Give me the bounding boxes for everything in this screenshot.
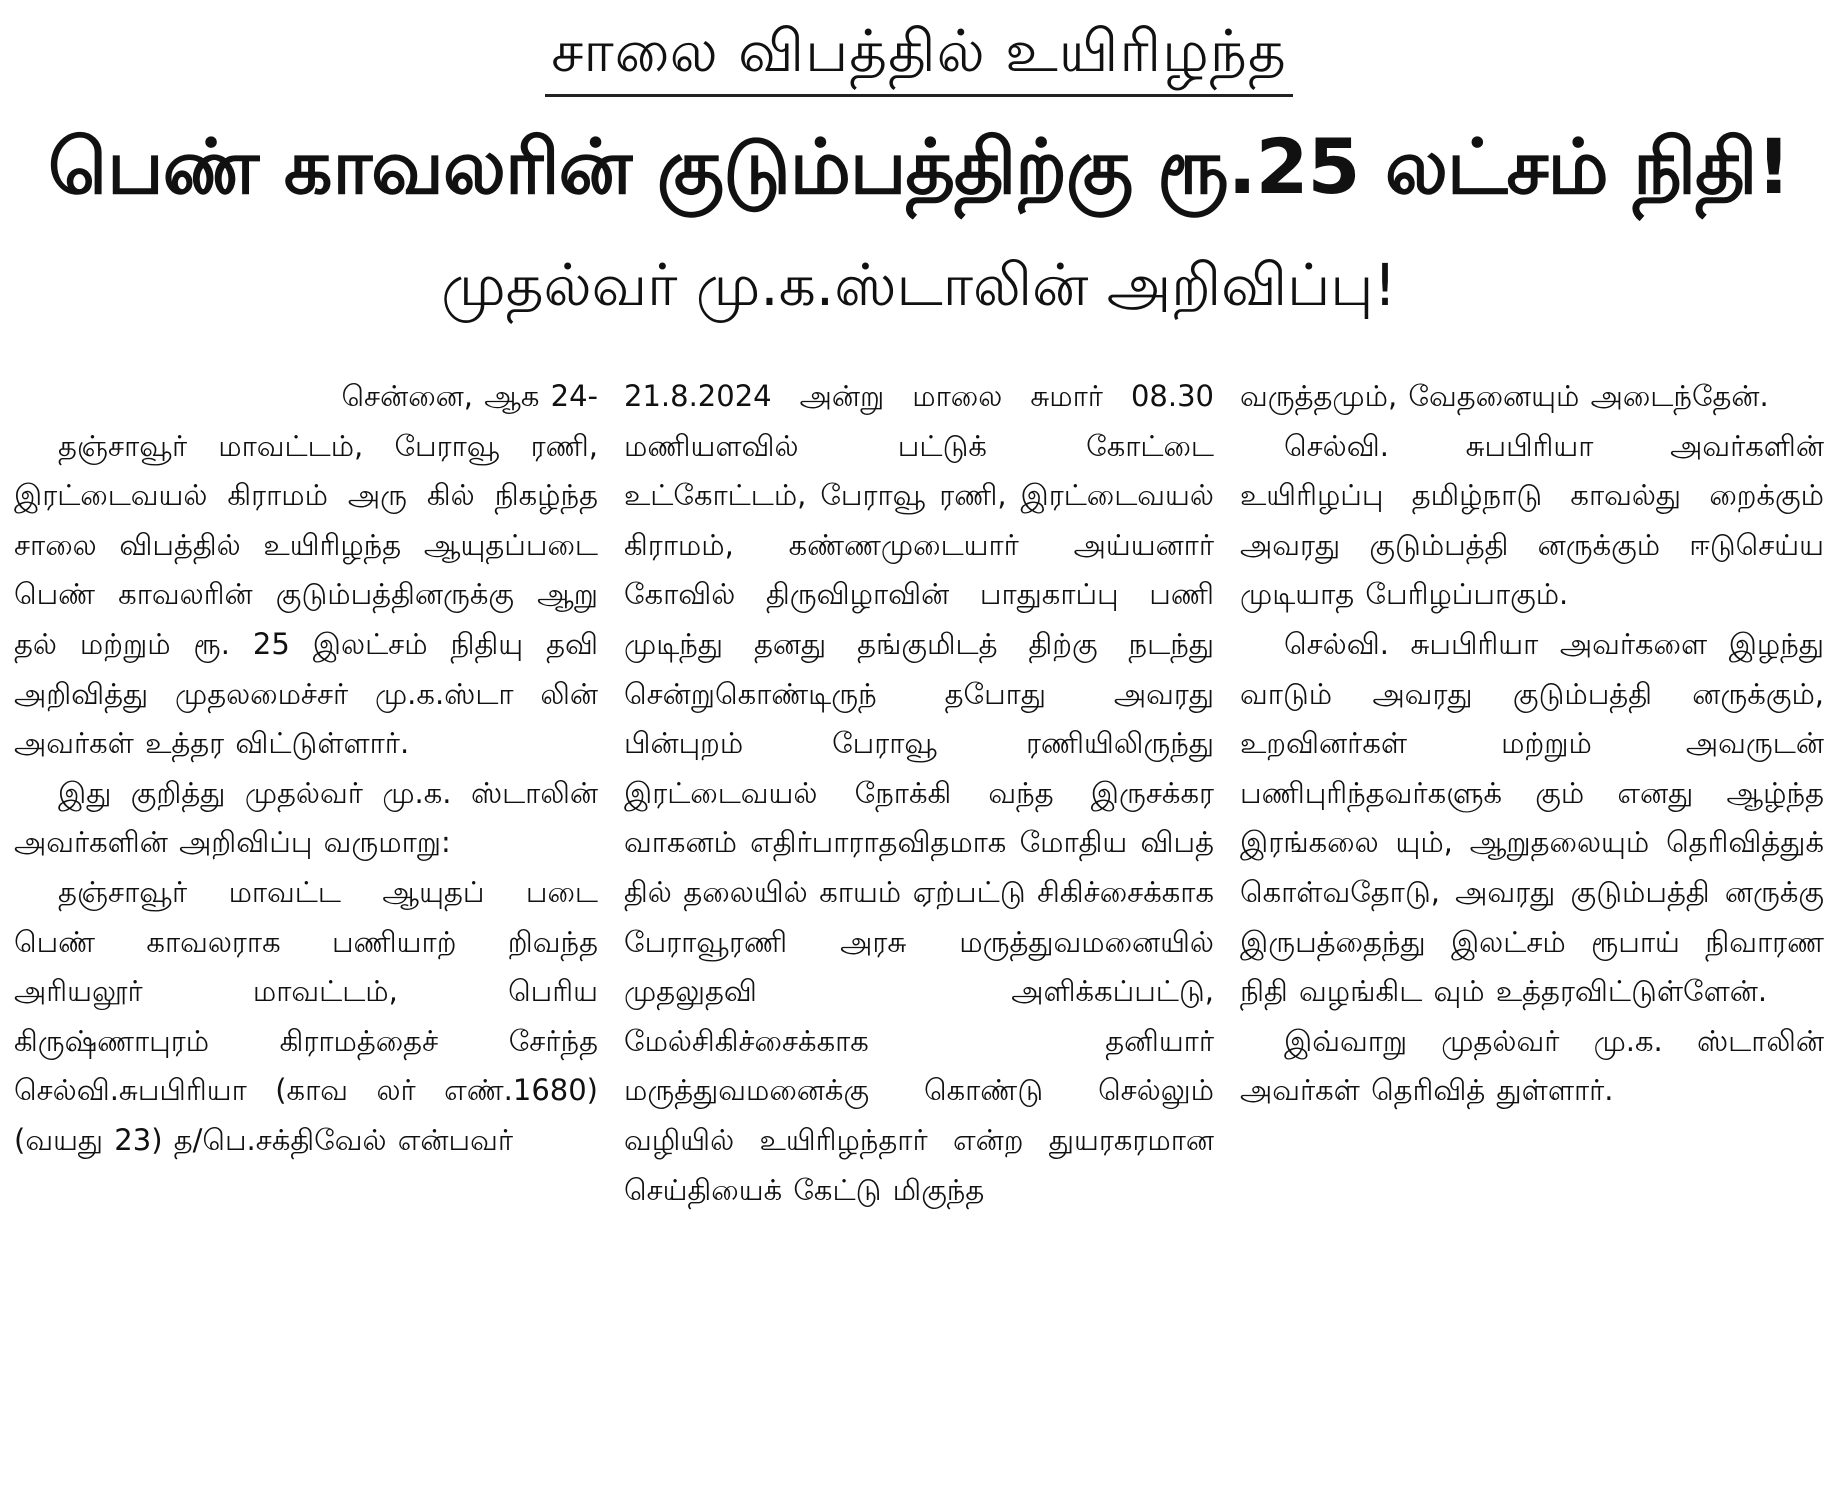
main-headline: பெண் காவலரின் குடும்பத்திற்கு ரூ.25 லட்சம் நிதி! — [47, 122, 1791, 211]
paragraph: இவ்வாறு முதல்வர் மு.க. ஸ்டாலின் அவர்கள் தெரிவித் துள்ளார். — [1240, 1023, 1824, 1108]
dateline: சென்னை, ஆக 24- — [341, 379, 598, 413]
paragraph: தஞ்சாவூர் மாவட்டம், பேராவூ ரணி, இரட்டைவயல் கிராமம் அரு கில் நிகழ்ந்த சாலை விபத்தில் உயிரிழந்த ஆயுதப்படை பெண் காவலரின் குடும்பத்தினருக்கு ஆறு தல் மற்றும் ரூ. 25 இலட்சம் நிதியு தவி அறிவித்து முதலமைச்சர் மு.க.ஸ்டா லின் அவர்கள் உத்தர விட்டுள்ளார். — [14, 428, 598, 761]
kicker-wrap — [14, 0, 1824, 97]
paragraph: 21.8.2024 அன்று மாலை சுமார் 08.30 மணியளவில் பட்டுக் கோட்டை உட்கோட்டம், பேராவூ ரணி, இரட்டைவயல் கிராமம், கண்ணமுடையார் அய்யனார் கோவில் திருவிழாவின் பாதுகாப்பு பணி முடிந்து தனது தங்குமிடத் திற்கு நடந்து சென்றுகொண்டிருந் தபோது அவரது பின்புறம் பேராவூ ரணியிலிருந்து இரட்டைவயல் நோக்கி வந்த இருசக்கர வாகனம் எதிர்பாராதவிதமாக மோதிய விபத் தில் தலையில் காயம் ஏற்பட்டு சிகிச்சைக்காக பேராவூரணி அரசு மருத்துவமனையில் முதலுதவி அளிக்கப்பட்டு, மேல்சிகிச்சைக்காக தனியார் மருத்துவமனைக்கு கொண்டு செல்லும் வழியில் உயிரிழந்தார் என்ற துயரகரமான செய்தியைக் கேட்டு மிகுந்த — [624, 379, 1214, 1207]
paragraph: தஞ்சாவூர் மாவட்ட ஆயுதப் படை பெண் காவலராக பணியாற் றிவந்த அரியலூர் மாவட்டம், பெரிய கிருஷ்ணாபுரம் கிராமத்தைச் சேர்ந்த செல்வி.சுபபிரியா (காவ லர் எண்.1680) (வயது 23) த/பெ.சக்திவேல் என்பவர் — [14, 874, 598, 1157]
paragraph: இது குறித்து முதல்வர் மு.க. ஸ்டாலின் அவர்களின் அறிவிப்பு வருமாறு: — [14, 775, 598, 860]
paragraph: வருத்தமும், வேதனையும் அடைந்தேன். — [1240, 379, 1769, 413]
article-body — [14, 372, 1824, 1492]
paragraph: செல்வி. சுபபிரியா அவர்களை இழந்து வாடும் அவரது குடும்பத்தி னருக்கும், உறவினர்கள் மற்றும் அவருடன் பணிபுரிந்தவர்களுக் கும் எனது ஆழ்ந்த இரங்கலை யும், ஆறுதலையும் தெரிவித்துக் கொள்வதோடு, அவரது குடும்பத்தி னருக்கு இருபத்தைந்து இலட்சம் ரூபாய் நிவாரண நிதி வழங்கிட வும் உத்தரவிட்டுள்ளேன். — [1240, 626, 1824, 1009]
sub-headline: முதல்வர் மு.க.ஸ்டாலின் அறிவிப்பு! — [441, 251, 1397, 319]
paragraph: செல்வி. சுபபிரியா அவர்களின் உயிரிழப்பு தமிழ்நாடு காவல்து றைக்கும் அவரது குடும்பத்தி னருக்கும் ஈடுசெய்ய முடியாத பேரிழப்பாகும். — [1240, 428, 1824, 612]
kicker-headline: சாலை விபத்தில் உயிரிழந்த — [545, 12, 1292, 97]
article-column-2 — [624, 372, 1214, 1492]
article-column-3 — [1240, 372, 1824, 1492]
article-column-1 — [14, 372, 598, 1492]
